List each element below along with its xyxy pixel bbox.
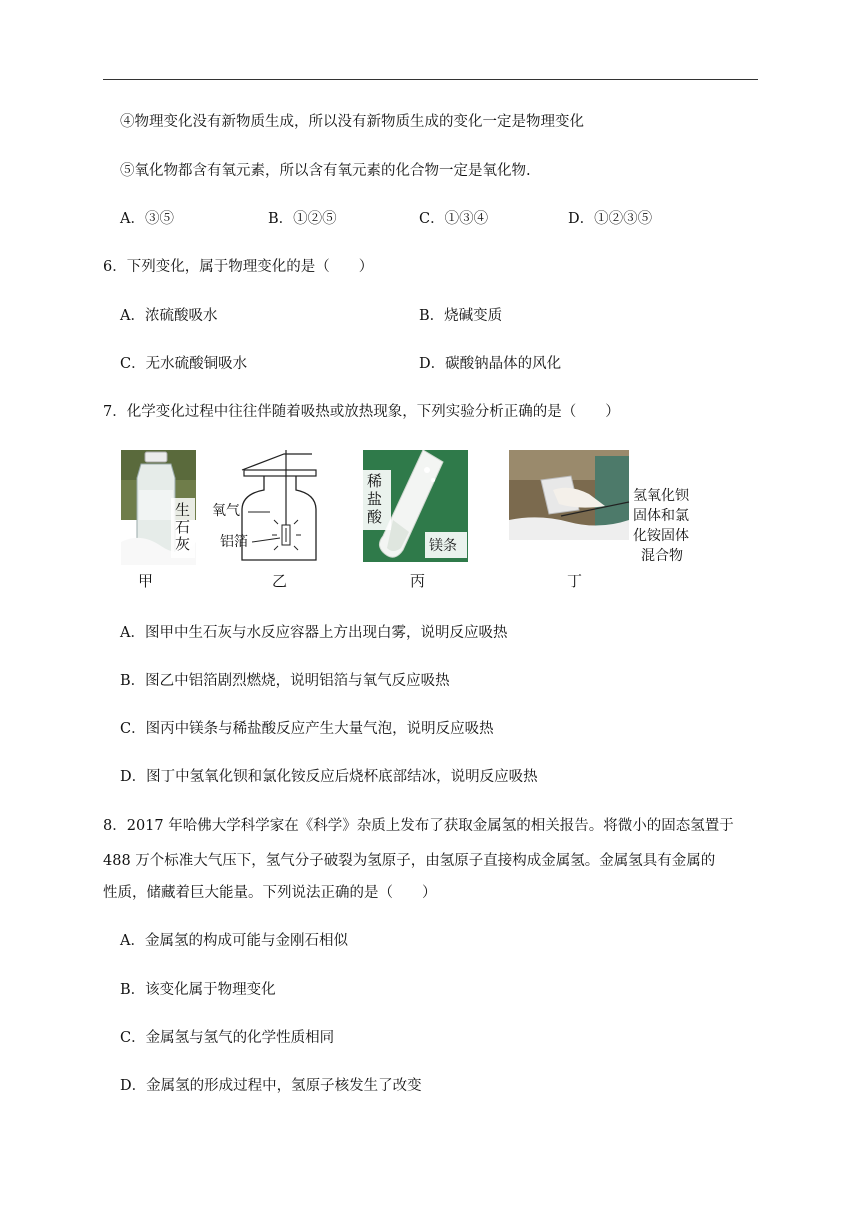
figure-ding-caption: 丁 (567, 572, 583, 590)
header-rule (103, 79, 758, 80)
mixture-label-line4: 混合物 (641, 548, 683, 564)
foil-label: 铝箔 (220, 534, 248, 550)
q6-option-b[interactable]: B．烧碱变质 (419, 308, 503, 324)
q7-option-b[interactable]: B．图乙中铝箔剧烈燃烧，说明铝箔与氧气反应吸热 (120, 673, 450, 689)
q8-option-c[interactable]: C．金属氢与氢气的化学性质相同 (120, 1030, 335, 1046)
q8-stem-line3: 性质，储藏着巨大能量。下列说法正确的是（ ） (103, 885, 437, 901)
statement-4: ④物理变化没有新物质生成，所以没有新物质生成的变化一定是物理变化 (120, 114, 584, 130)
statement-5: ⑤氧化物都含有氧元素，所以含有氧元素的化合物一定是氧化物. (120, 163, 531, 179)
oxygen-label: 氧气 (212, 503, 240, 519)
q8-option-d[interactable]: D．金属氢的形成过程中，氢原子核发生了改变 (120, 1078, 422, 1094)
q6-option-c[interactable]: C．无水硫酸铜吸水 (120, 356, 248, 372)
q7-option-c[interactable]: C．图丙中镁条与稀盐酸反应产生大量气泡，说明反应吸热 (120, 721, 494, 737)
magnesium-label: 镁条 (429, 538, 457, 554)
q6-option-a[interactable]: A．浓硫酸吸水 (120, 308, 218, 324)
q5-option-c[interactable]: C．①③④ (419, 211, 489, 227)
q8-option-a[interactable]: A．金属氢的构成可能与金刚石相似 (120, 933, 348, 949)
mixture-label-line1: 氢氧化钡 (633, 488, 689, 504)
q7-stem: 7．化学变化过程中往往伴随着吸热或放热现象，下列实验分析正确的是（ ） (103, 404, 620, 420)
q8-option-b[interactable]: B．该变化属于物理变化 (120, 982, 276, 998)
q5-option-b[interactable]: B．①②⑤ (268, 211, 337, 227)
acid-label: 稀盐酸 (367, 472, 383, 526)
figure-yi-diagram (212, 450, 322, 565)
figure-jia-caption: 甲 (138, 572, 154, 590)
q8-stem-line1: 8．2017 年哈佛大学科学家在《科学》杂质上发布了获取金属氢的相关报告。将微小的固态氢置于 (103, 818, 734, 834)
q6-stem: 6．下列变化，属于物理变化的是（ ） (103, 259, 374, 275)
q6-option-d[interactable]: D．碳酸钠晶体的风化 (419, 356, 562, 372)
figure-bing-caption: 丙 (410, 572, 426, 590)
q5-option-d[interactable]: D．①②③⑤ (568, 211, 653, 227)
mixture-label-line2: 固体和氯 (633, 508, 689, 524)
mixture-label-line3: 化铵固体 (633, 528, 689, 544)
figure-jia-photo (121, 450, 196, 565)
figure-ding-photo (509, 450, 699, 568)
q8-stem-line2: 488 万个标准大气压下，氢气分子破裂为氢原子，由氢原子直接构成金属氢。金属氢具有金属的 (103, 853, 716, 869)
q5-option-a[interactable]: A．③⑤ (120, 211, 174, 227)
figure-yi-caption: 乙 (272, 572, 288, 590)
figure-bing-photo (363, 450, 468, 562)
quicklime-label: 生石灰 (175, 501, 191, 553)
q7-option-a[interactable]: A．图甲中生石灰与水反应容器上方出现白雾，说明反应吸热 (120, 625, 508, 641)
q7-option-d[interactable]: D．图丁中氢氧化钡和氯化铵反应后烧杯底部结冰，说明反应吸热 (120, 769, 538, 785)
